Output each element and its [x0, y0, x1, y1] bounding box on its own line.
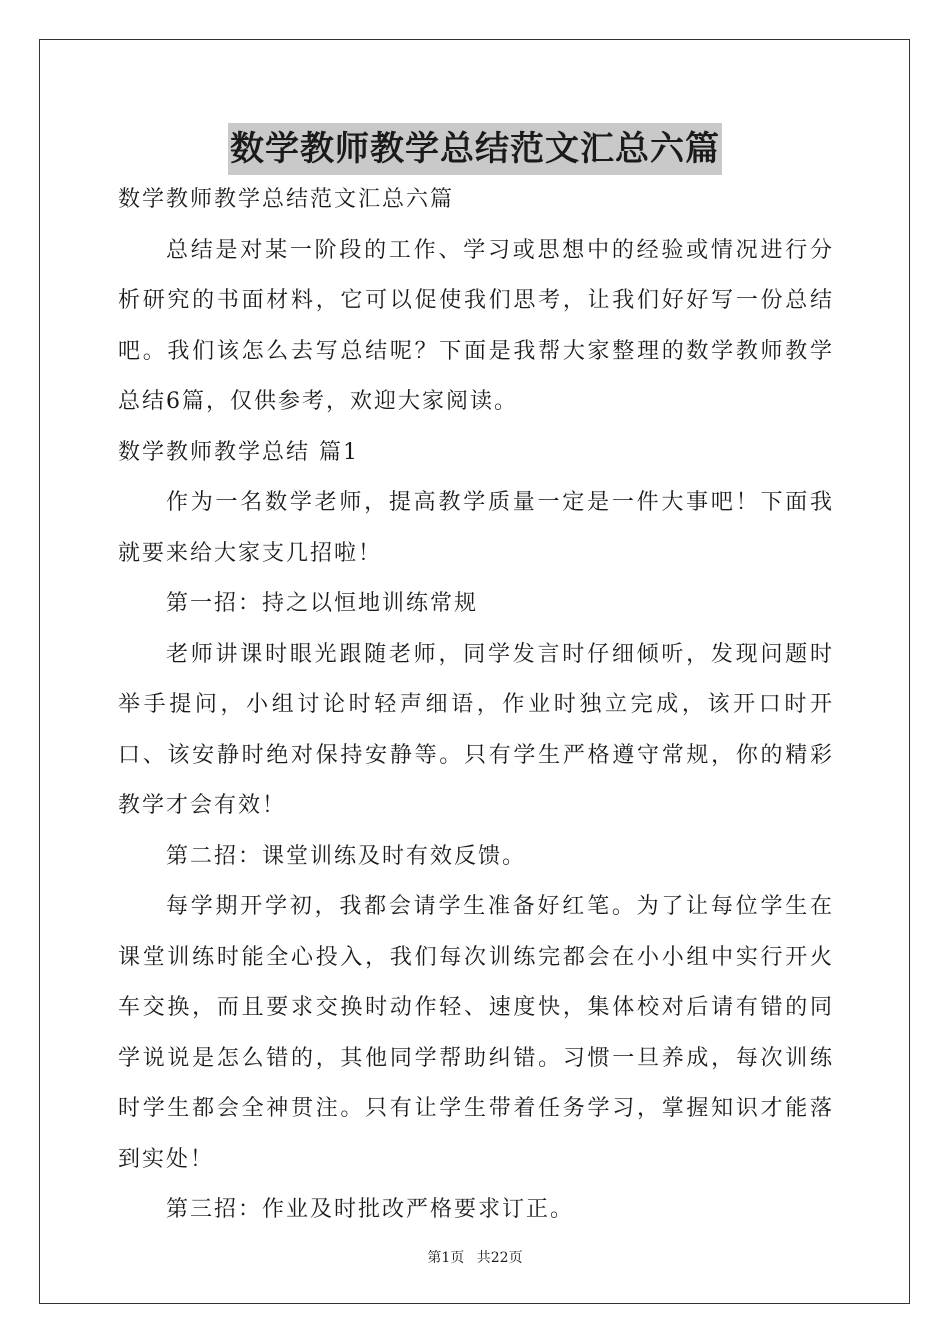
page-total: 共22页: [476, 1250, 523, 1266]
page-number: 第1页: [427, 1250, 465, 1266]
section-heading: 数学教师教学总结 篇1: [118, 439, 359, 465]
paragraph: 第三招：作业及时批改严格要求订正。: [166, 1197, 575, 1222]
document-body: [118, 175, 834, 1236]
document-title: 数学教师教学总结范文汇总六篇: [228, 123, 722, 175]
subtitle: 数学教师教学总结范文汇总六篇: [118, 187, 455, 212]
intro-paragraph: 总结是对某一阶段的工作、学习或思想中的经验或情况进行分析研究的书面材料，它可以促使我们思考，让我们好好写一份总结吧。我们该怎么去写总结呢？下面是我帮大家整理的数学教师教学总结6篇，仅供参考，欢迎大家阅读。: [118, 237, 834, 414]
paragraph: 老师讲课时眼光跟随老师，同学发言时仔细倾听，发现问题时举手提问，小组讨论时轻声细语，作业时独立完成，该开口时开口、该安静时绝对保持安静等。只有学生严格遵守常规，你的精彩教学才会有效！: [118, 641, 834, 818]
paragraph: 第一招：持之以恒地训练常规: [166, 591, 479, 616]
paragraph: 第二招：课堂训练及时有效反馈。: [166, 843, 527, 869]
paragraph: 每学期开学初，我都会请学生准备好红笔。为了让每位学生在课堂训练时能全心投入，我们每次训练完都会在小小组中实行开火车交换，而且要求交换时动作轻、速度快，集体校对后请有错的同学说说是怎么错的，其他同学帮助纠错。习惯一旦养成，每次训练时学生都会全神贯注。只有让学生带着任务学习，掌握知识才能落到实处！: [118, 894, 834, 1172]
page-footer: [0, 1247, 950, 1267]
title-container: [0, 123, 950, 175]
paragraph: 作为一名数学老师，提高教学质量一定是一件大事吧！下面我就要来给大家支几招啦！: [118, 490, 834, 566]
